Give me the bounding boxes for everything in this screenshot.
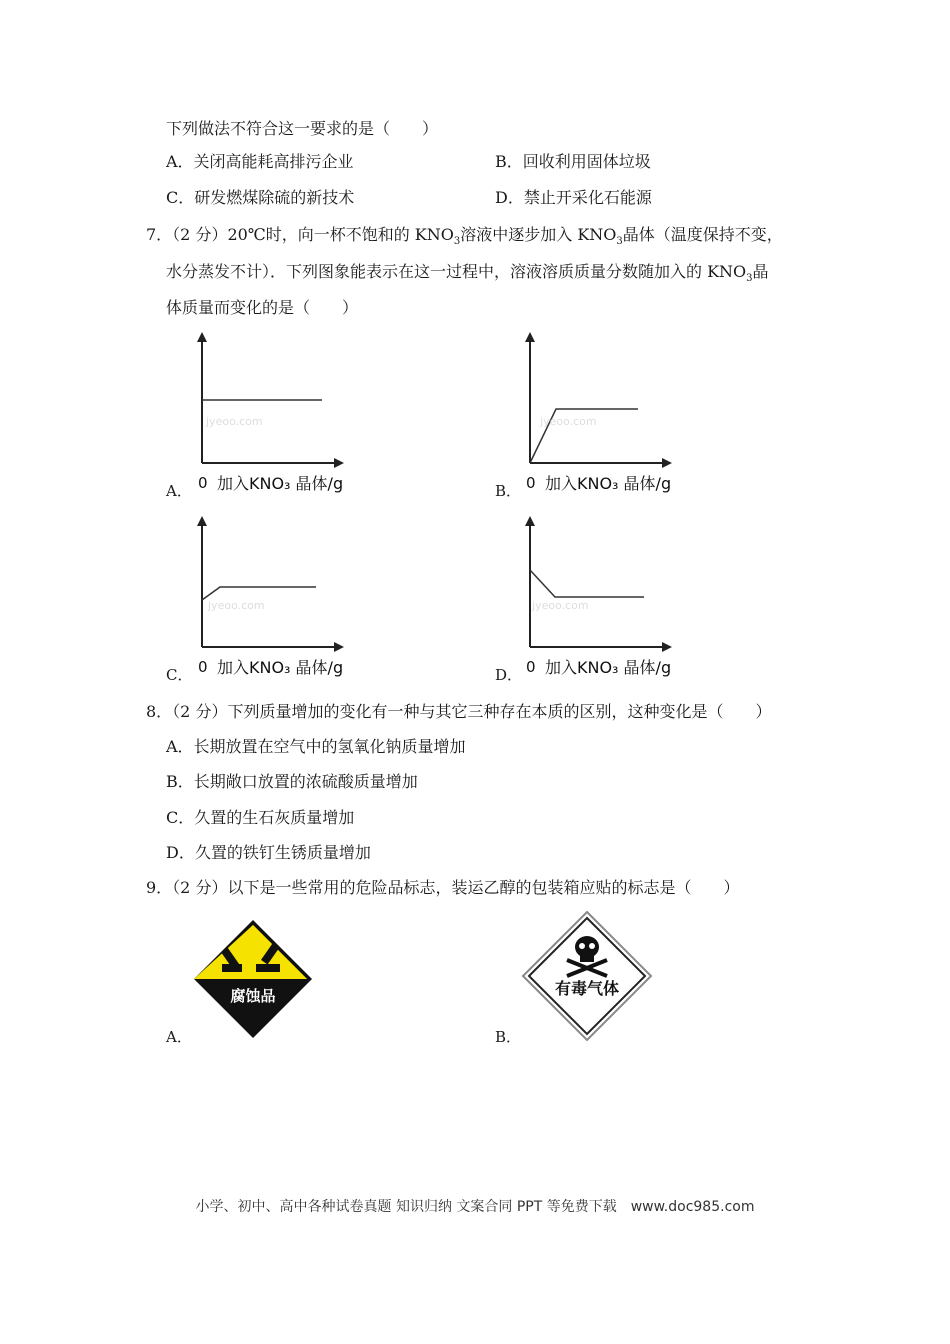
q8-option-b: B．长期敞口放置的浓硫酸质量增加 — [166, 772, 418, 791]
q6-option-a: A．关闭高能耗高排污企业 — [166, 152, 354, 171]
watermark: jyeoo.com — [532, 599, 589, 612]
q7-option-a-label: A． — [166, 482, 192, 500]
toxic-gas-sign-icon — [521, 910, 653, 1042]
page-footer: 小学、初中、高中各种试卷真题 知识归纳 文案合同 PPT 等免费下载 www.doc985.com — [195, 1199, 755, 1215]
q6-stem: 下列做法不符合这一要求的是（ ） — [166, 119, 439, 138]
sign-a-text: 腐蚀品 — [230, 987, 276, 1005]
axis-origin: 0 — [198, 474, 208, 492]
axis-origin: 0 — [198, 658, 208, 676]
q9-option-b-label: B． — [495, 1028, 522, 1046]
q7-graph-d — [518, 514, 688, 684]
x-axis-label: 加入KNO₃ 晶体/g — [217, 474, 344, 493]
q9-option-a-label: A． — [166, 1028, 192, 1046]
x-axis-label: 加入KNO₃ 晶体/g — [217, 658, 344, 677]
q6-option-b: B．回收利用固体垃圾 — [495, 152, 651, 171]
q7-option-c-label: C． — [166, 666, 193, 684]
q7-stem-line1: 7．（2 分）20℃时，向一杯不饱和的 $KNO_3$溶液中逐步加入 $KNO_3$晶体（温度保持不变， — [146, 225, 783, 248]
q8-option-a: A．长期放置在空气中的氢氧化钠质量增加 — [166, 737, 466, 756]
q8-option-d: D．久置的铁钉生锈质量增加 — [166, 843, 371, 862]
watermark: jyeoo.com — [208, 599, 265, 612]
x-axis-label: 加入KNO₃ 晶体/g — [545, 474, 672, 493]
q7-graph-c — [190, 514, 360, 684]
q6-option-d: D．禁止开采化石能源 — [495, 188, 652, 207]
q8-option-c: C．久置的生石灰质量增加 — [166, 808, 355, 827]
q9-stem: 9．（2 分）以下是一些常用的危险品标志，装运乙醇的包装箱应贴的标志是（ ） — [146, 878, 740, 897]
corrosive-sign-icon — [192, 918, 314, 1040]
q7-stem-line2: 水分蒸发不计）．下列图象能表示在这一过程中，溶液溶质质量分数随加入的 $KNO_3$晶 — [166, 262, 769, 285]
q7-graph-a — [190, 330, 360, 500]
axis-origin: 0 — [526, 658, 536, 676]
watermark: jyeoo.com — [540, 415, 597, 428]
axis-origin: 0 — [526, 474, 536, 492]
q7-option-d-label: D． — [495, 666, 523, 684]
x-axis-label: 加入KNO₃ 晶体/g — [545, 658, 672, 677]
sign-b-text: 有毒气体 — [554, 979, 620, 998]
watermark: jyeoo.com — [206, 415, 263, 428]
q7-graph-b — [518, 330, 688, 500]
q8-stem: 8．（2 分）下列质量增加的变化有一种与其它三种存在本质的区别，这种变化是（ ） — [146, 702, 772, 721]
q7-option-b-label: B． — [495, 482, 522, 500]
q7-stem-line3: 体质量而变化的是（ ） — [166, 298, 359, 317]
q6-option-c: C．研发燃煤除硫的新技术 — [166, 188, 355, 207]
